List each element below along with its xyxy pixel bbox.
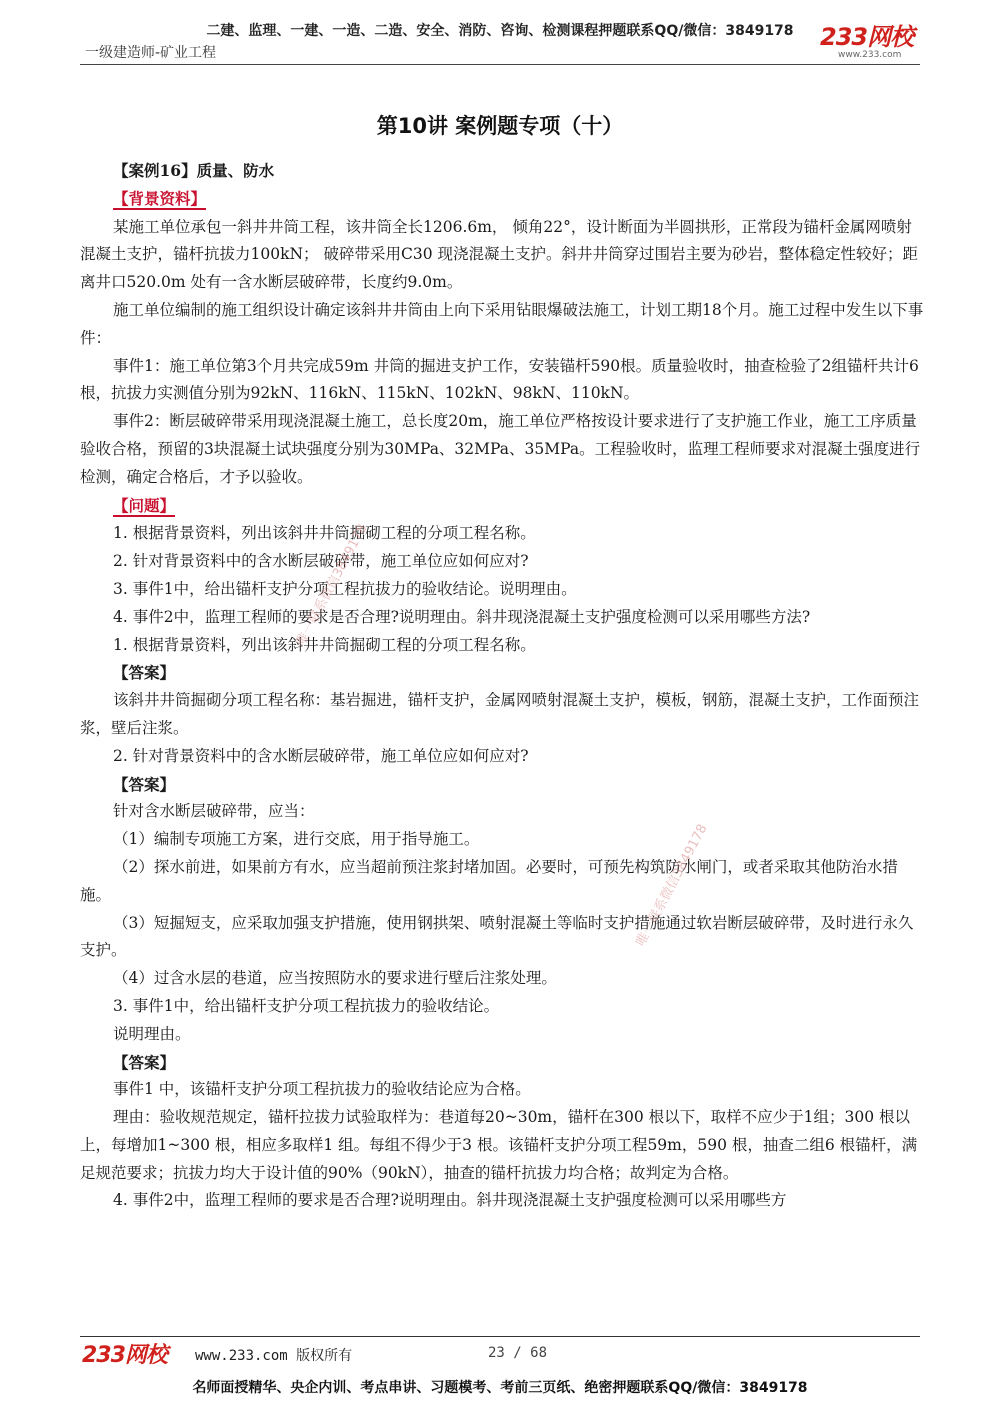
answer-list-item: （4）过含水层的巷道，应当按照防水的要求进行壁后注浆处理。 <box>113 969 557 988</box>
question-repeat: 1. 根据背景资料，列出该斜井井筒掘砌工程的分项工程名称。 <box>113 635 536 654</box>
answer-label: 【答案】 <box>113 1052 176 1072</box>
header-divider <box>80 64 920 65</box>
background-paragraph: 施工单位编制的施工组织设计确定该斜井井筒由上向下采用钻眼爆破法施工，计划工期18个月。施工过程中发生以下事件： <box>80 300 924 347</box>
answer-label: 【答案】 <box>113 663 176 683</box>
background-heading <box>80 185 925 214</box>
page-title: 第10讲 案例题专项（十） <box>376 114 624 138</box>
background-paragraph: 某施工单位承包一斜井井筒工程，该井筒全长1206.6m， 倾角22°，设计断面为半圆拱形，正常段为锚杆金属网喷射混凝土支护，锚杆抗拔力100kN； 破碎带采用C30 现浇混凝土支护。斜井井筒穿过围岩主要为砂岩，整体稳定性较好；距离井口520.0m 处有一含水断层破碎带，长度约9.0m。 <box>80 217 918 292</box>
question-item: 1. 根据背景资料，列出该斜井井筒掘砌工程的分项工程名称。 <box>113 524 536 543</box>
answer-label: 【答案】 <box>113 774 176 794</box>
answer-text: 事件1 中，该锚杆支护分项工程抗拔力的验收结论应为合格。 <box>113 1080 531 1099</box>
background-label: 【背景资料】 <box>113 188 207 208</box>
question-item: 2. 针对背景资料中的含水断层破碎带，施工单位应如何应对? <box>113 552 529 571</box>
document-body <box>80 157 925 1215</box>
footer-logo: 233网校 <box>82 1343 167 1368</box>
answer-list-item: （3）短掘短支，应采取加强支护措施，使用钢拱架、喷射混凝土等临时支护措施通过软岩断层破碎带，及时进行永久支护。 <box>80 913 914 960</box>
watermark: 唯一联系微信3849178 <box>633 821 711 949</box>
page-number: 23 / 68 <box>488 1345 548 1361</box>
header-logo <box>820 24 920 60</box>
header-subject: 一级建造师-矿业工程 <box>85 45 217 61</box>
question-repeat: 3. 事件1中，给出锚杆支护分项工程抗拔力的验收结论。 <box>113 996 500 1015</box>
questions-heading <box>80 492 925 521</box>
question-repeat: 说明理由。 <box>113 1024 191 1043</box>
answer-text: 针对含水断层破碎带，应当： <box>113 802 315 821</box>
case-label: 【案例16】质量、防水 <box>113 161 275 180</box>
header-promo: 二建、监理、一建、一造、二造、安全、消防、咨询、检测课程押题联系QQ/微信：3849178 <box>206 23 794 39</box>
question-repeat: 2. 针对背景资料中的含水断层破碎带，施工单位应如何应对? <box>113 746 529 765</box>
footer-divider <box>80 1336 920 1337</box>
answer-text: 该斜井井筒掘砌分项工程名称：基岩掘进，锚杆支护，金属网喷射混凝土支护，模板，钢筋，混凝土支护，工作面预注浆，壁后注浆。 <box>80 691 920 737</box>
header-logo-text: 233网校 <box>820 23 914 51</box>
questions-label: 【问题】 <box>113 495 176 515</box>
answer-list-item: （2）探水前进，如果前方有水，应当超前预注浆封堵加固。必要时，可预先构筑防水闸门，或者采取其他防治水措施。 <box>80 857 898 904</box>
question-repeat: 4. 事件2中，监理工程师的要求是否合理?说明理由。斜井现浇混凝土支护强度检测可以采用哪些方 <box>113 1191 787 1210</box>
question-item: 3. 事件1中，给出锚杆支护分项工程抗拔力的验收结论。说明理由。 <box>113 579 577 598</box>
question-item: 4. 事件2中，监理工程师的要求是否合理?说明理由。斜井现浇混凝土支护强度检测可以采用哪些方法? <box>113 607 811 626</box>
header-logo-site: www.233.com <box>838 50 902 60</box>
answer-list-item: （1）编制专项施工方案，进行交底，用于指导施工。 <box>113 830 480 849</box>
background-paragraph: 事件1：施工单位第3个月共完成59m 井筒的掘进支护工作，安装锚杆590根。质量验收时，抽查检验了2组锚杆共计6根，抗拔力实测值分别为92kN、116kN、115kN、102kN、98kN、110kN。 <box>80 356 919 403</box>
answer-text: 理由：验收规范规定，锚杆拉拔力试验取样为：巷道每20~30m，锚杆在300 根以下，取样不应少于1组；300 根以上，每增加1~300 根，相应多取样1 组。每组不得少于3 根。该锚杆支护分项工程59m，590 根，抽查二组6 根锚杆，满足规范要求；抗拔力均大于设计值的90%（90kN），抽查的锚杆抗拔力均合格；故判定为合格。 <box>80 1108 918 1182</box>
background-paragraph: 事件2：断层破碎带采用现浇混凝土施工，总长度20m，施工单位严格按设计要求进行了支护施工作业，施工工序质量验收合格，预留的3块混凝土试块强度分别为30MPa、32MPa、35MPa。工程验收时，监理工程师要求对混凝土强度进行检测，确定合格后，才予以验收。 <box>80 412 921 486</box>
footer-promo: 名师面授精华、央企内训、考点串讲、习题模考、考前三页纸、绝密押题联系QQ/微信：3849178 <box>192 1380 808 1396</box>
watermark: 唯一联系微信3849178 <box>293 521 371 649</box>
footer-copyright: www.233.com 版权所有 <box>195 1348 353 1364</box>
